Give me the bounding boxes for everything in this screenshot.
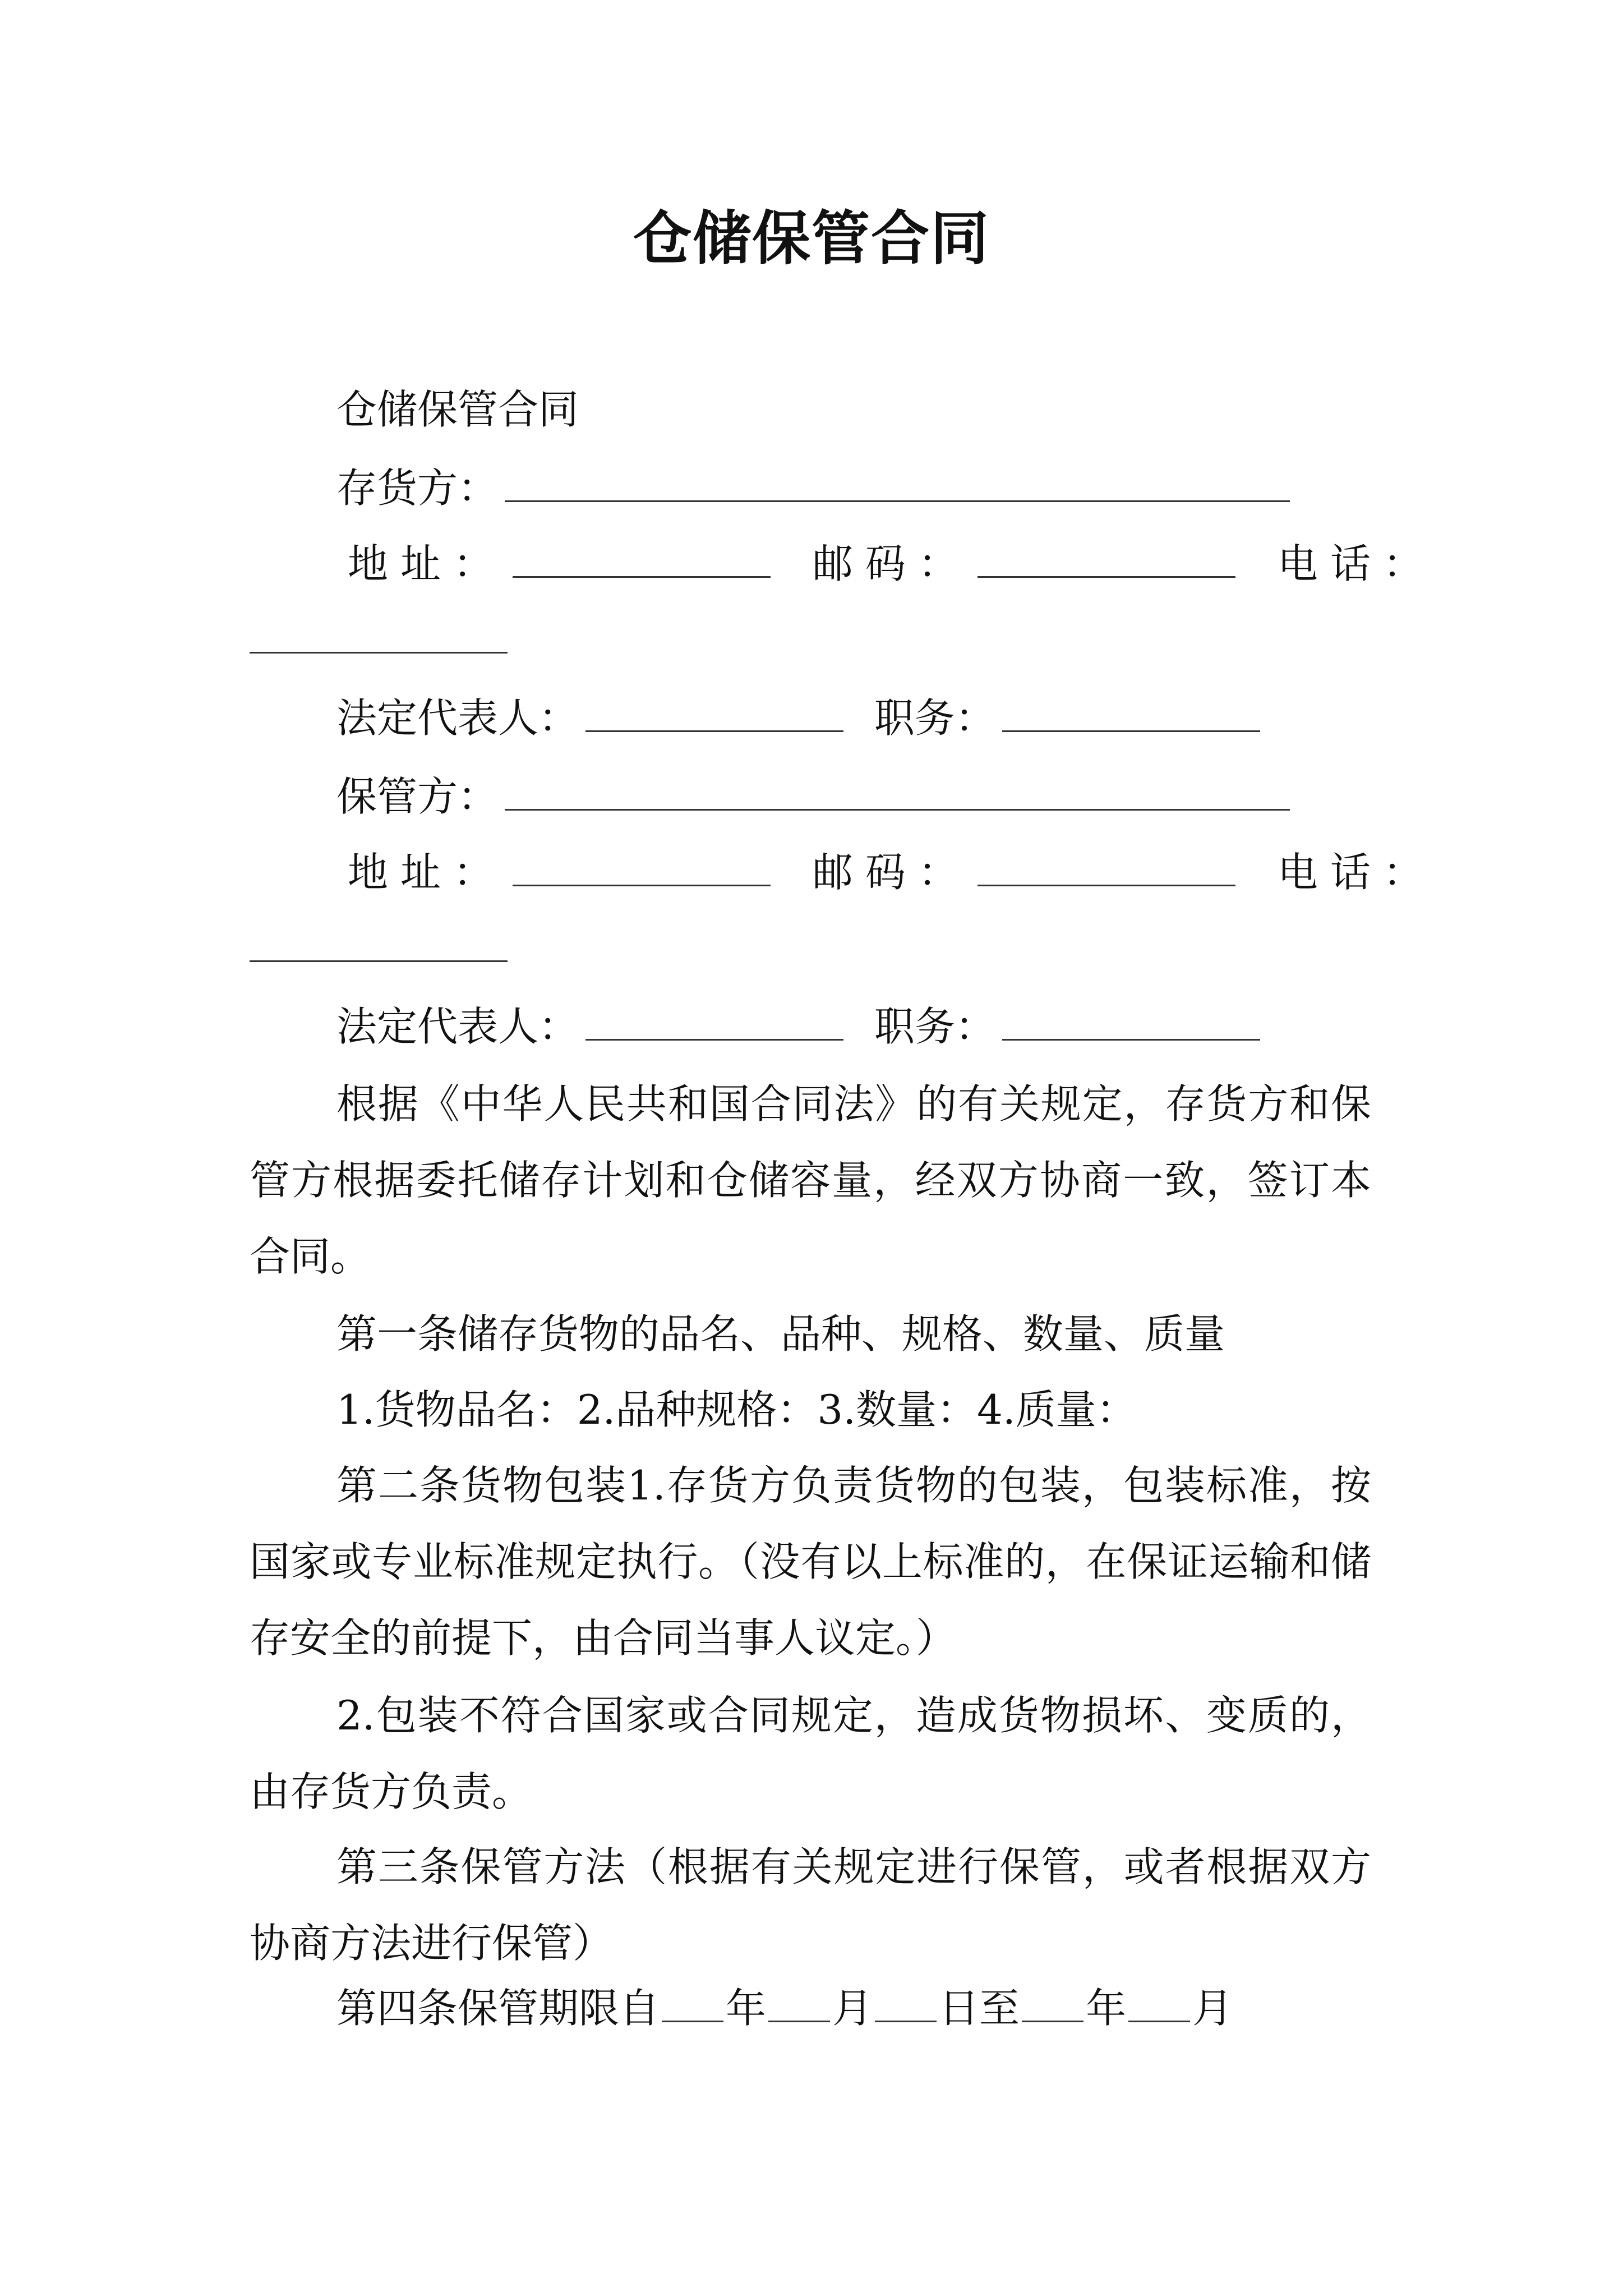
article1-heading: 第一条储存货物的品名、品种、规格、数量、质量	[336, 1310, 1225, 1358]
custodian-phone-blank[interactable]	[250, 921, 508, 962]
article2-paragraph-1: 第二条货物包装1.存货方负责货物的包装，包装标准，按国家或专业标准规定执行。（没有以上标准的，在保证运输和储存安全的前提下，由合同当事人议定。）	[250, 1462, 1371, 1662]
article1-items: 1.货物品名：2.品种规格：3.数量：4.质量：	[336, 1386, 1137, 1433]
custodian-position-label: 职务：	[874, 1003, 995, 1050]
article2-paragraph-2: 2.包装不符合国家或合同规定，造成货物损坏、变质的，由存货方负责。	[250, 1692, 1371, 1815]
depositor-phone-label: 电话：	[1277, 540, 1436, 587]
article4-line	[250, 1980, 1486, 2036]
depositor-label: 存货方：	[336, 464, 499, 512]
custodian-position-blank[interactable]	[1002, 1000, 1260, 1041]
custodian-label: 保管方：	[336, 773, 499, 820]
depositor-legal-rep-blank[interactable]	[585, 691, 843, 732]
depositor-phone-continued	[250, 611, 1399, 668]
article4-prefix: 第四条保管期限自	[336, 1985, 660, 2032]
custodian-legal-rep-blank[interactable]	[585, 1000, 843, 1041]
depositor-line	[250, 460, 1486, 516]
custodian-line	[250, 769, 1486, 825]
custodian-contact-line	[250, 844, 1497, 900]
custodian-address-blank[interactable]	[513, 845, 771, 886]
article3-paragraph: 第三条保管方法（根据有关规定进行保管，或者根据双方协商方法进行保管）	[250, 1843, 1371, 1967]
custodian-rep-line	[250, 999, 1486, 1055]
custodian-phone-continued	[250, 920, 1399, 976]
depositor-postcode-label: 邮码：	[812, 540, 971, 587]
start-year-blank[interactable]	[662, 1981, 723, 2022]
subtitle: 仓储保管合同	[336, 386, 579, 433]
custodian-address-label: 地址：	[348, 849, 506, 896]
article4-year-label: 年	[726, 1985, 767, 2032]
end-year-blank[interactable]	[1022, 1981, 1083, 2022]
article4-month2-label: 月	[1192, 1985, 1233, 2032]
article4-day-to-label: 日至	[939, 1985, 1020, 2032]
depositor-position-blank[interactable]	[1002, 691, 1260, 732]
depositor-position-label: 职务：	[874, 694, 995, 742]
depositor-postcode-blank[interactable]	[978, 537, 1235, 578]
article4-year2-label: 年	[1086, 1985, 1127, 2032]
depositor-address-label: 地址：	[348, 540, 506, 587]
article4-month-label: 月	[832, 1985, 873, 2032]
depositor-contact-line	[250, 536, 1497, 592]
depositor-phone-blank[interactable]	[250, 613, 508, 654]
start-month-blank[interactable]	[768, 1981, 830, 2022]
depositor-address-blank[interactable]	[513, 537, 771, 578]
custodian-phone-label: 电话：	[1277, 849, 1436, 896]
end-month-blank[interactable]	[1128, 1981, 1190, 2022]
depositor-rep-line	[250, 690, 1486, 746]
preamble-paragraph: 根据《中华人民共和国合同法》的有关规定，存货方和保管方根据委托储存计划和仓储容量，经双方协商一致，签订本合同。	[250, 1080, 1371, 1280]
custodian-blank[interactable]	[505, 770, 1290, 811]
depositor-legal-rep-label: 法定代表人：	[336, 694, 579, 742]
custodian-postcode-label: 邮码：	[812, 849, 971, 896]
document-title: 仓储保管合同	[633, 204, 990, 273]
depositor-blank[interactable]	[505, 461, 1290, 502]
custodian-legal-rep-label: 法定代表人：	[336, 1003, 579, 1050]
start-day-blank[interactable]	[875, 1981, 937, 2022]
custodian-postcode-blank[interactable]	[978, 845, 1235, 886]
